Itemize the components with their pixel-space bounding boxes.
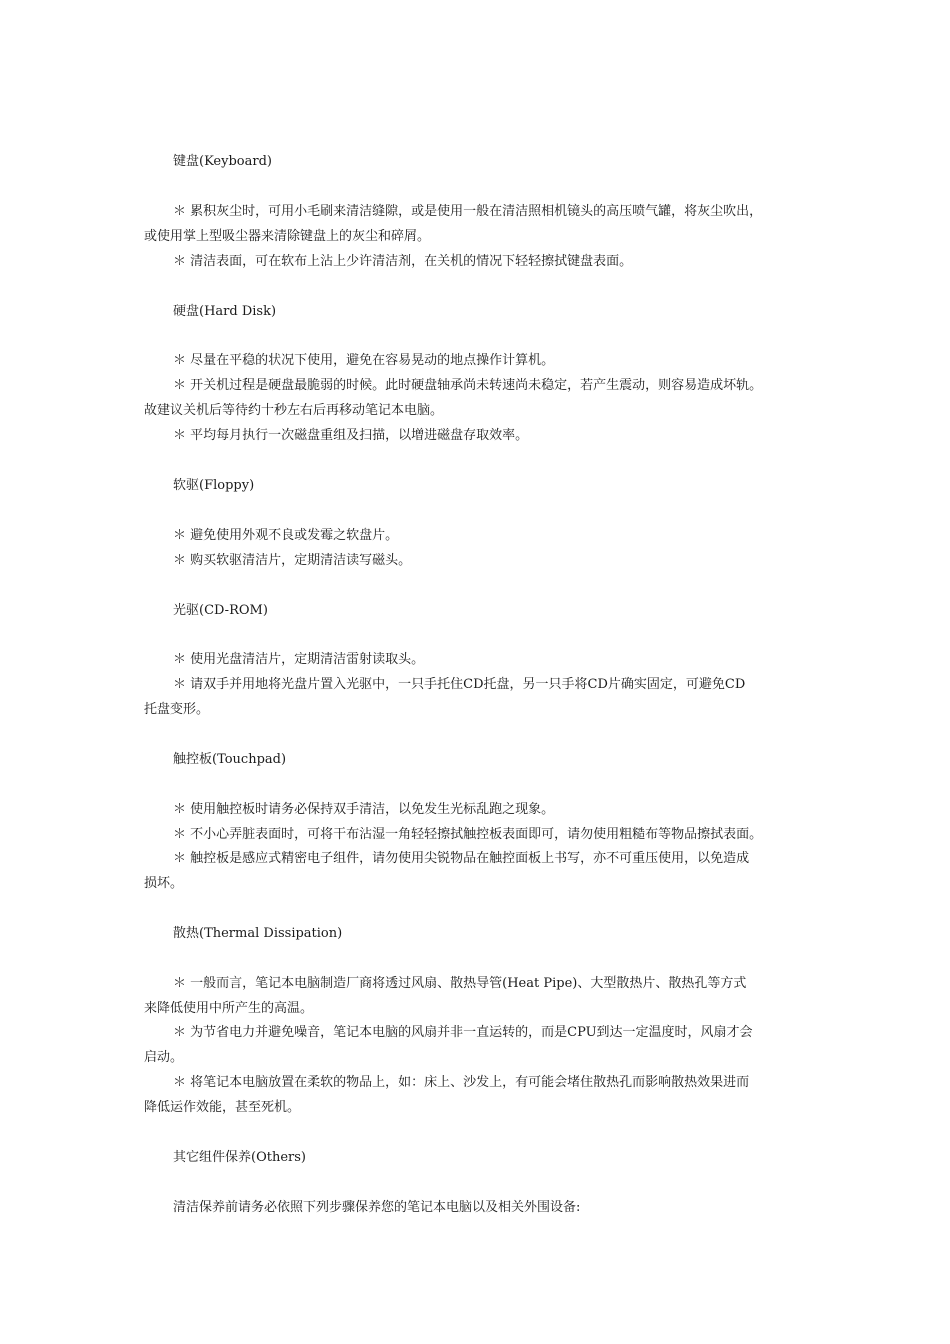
paragraph-line: 清洁保养前请务必依照下列步骤保养您的笔记本电脑以及相关外围设备: [173,1200,581,1215]
bullet-line: ＊ 避免使用外观不良或发霉之软盘片。 [173,528,399,543]
section-heading-cd-rom: 光驱(CD-ROM) [173,603,268,618]
section-heading-keyboard: 键盘(Keyboard) [173,154,272,169]
bullet-line: ＊ 平均每月执行一次磁盘重组及扫描，以增进磁盘存取效率。 [173,428,529,443]
bullet-line: ＊ 不小心弄脏表面时，可将干布沾湿一角轻轻擦拭触控板表面即可，请勿使用粗糙布等物品擦拭表面。 [173,827,763,842]
bullet-line: ＊ 购买软驱清洁片，定期清洁读写磁头。 [173,553,412,568]
bullet-line: ＊ 一般而言，笔记本电脑制造厂商将透过风扇、散热导管(Heat Pipe)、大型散热片、散热孔等方式 [173,976,747,991]
section-heading-touchpad: 触控板(Touchpad) [173,752,287,767]
section-heading-thermal: 散热(Thermal Dissipation) [173,926,343,941]
bullet-line: ＊ 尽量在平稳的状况下使用，避免在容易晃动的地点操作计算机。 [173,353,555,368]
bullet-line: ＊ 开关机过程是硬盘最脆弱的时候。此时硬盘轴承尚未转速尚未稳定，若产生震动，则容易造成坏轨。 [173,378,763,393]
bullet-line: ＊ 使用触控板时请务必保持双手清洁，以免发生光标乱跑之现象。 [173,802,555,817]
continuation-line: 损坏。 [144,876,184,891]
continuation-line: 降低运作效能，甚至死机。 [144,1100,301,1115]
bullet-line: ＊ 清洁表面，可在软布上沾上少许清洁剂，在关机的情况下轻轻擦拭键盘表面。 [173,254,633,269]
bullet-line: ＊ 为节省电力并避免噪音，笔记本电脑的风扇并非一直运转的，而是CPU到达一定温度时，风扇才会 [173,1025,753,1040]
bullet-line: ＊ 使用光盘清洁片，定期清洁雷射读取头。 [173,652,425,667]
continuation-line: 来降低使用中所产生的高温。 [144,1001,314,1016]
bullet-line: ＊ 将笔记本电脑放置在柔软的物品上，如：床上、沙发上，有可能会堵住散热孔而影响散热效果进而 [173,1075,750,1090]
bullet-line: ＊ 请双手并用地将光盘片置入光驱中，一只手托住CD托盘，另一只手将CD片确实固定，可避免CD [173,677,746,692]
continuation-line: 启动。 [144,1050,184,1065]
bullet-line: ＊ 累积灰尘时，可用小毛刷来清洁缝隙，或是使用一般在清洁照相机镜头的高压喷气罐，将灰尘吹出， [173,204,763,219]
continuation-line: 或使用掌上型吸尘器来清除键盘上的灰尘和碎屑。 [144,229,431,244]
continuation-line: 故建议关机后等待约十秒左右后再移动笔记本电脑。 [144,403,444,418]
section-heading-others: 其它组件保养(Others) [173,1150,306,1165]
section-heading-floppy: 软驱(Floppy) [173,478,255,493]
section-heading-hard-disk: 硬盘(Hard Disk) [173,304,277,319]
bullet-line: ＊ 触控板是感应式精密电子组件，请勿使用尖锐物品在触控面板上书写，亦不可重压使用，以免造成 [173,851,750,866]
continuation-line: 托盘变形。 [144,702,210,717]
